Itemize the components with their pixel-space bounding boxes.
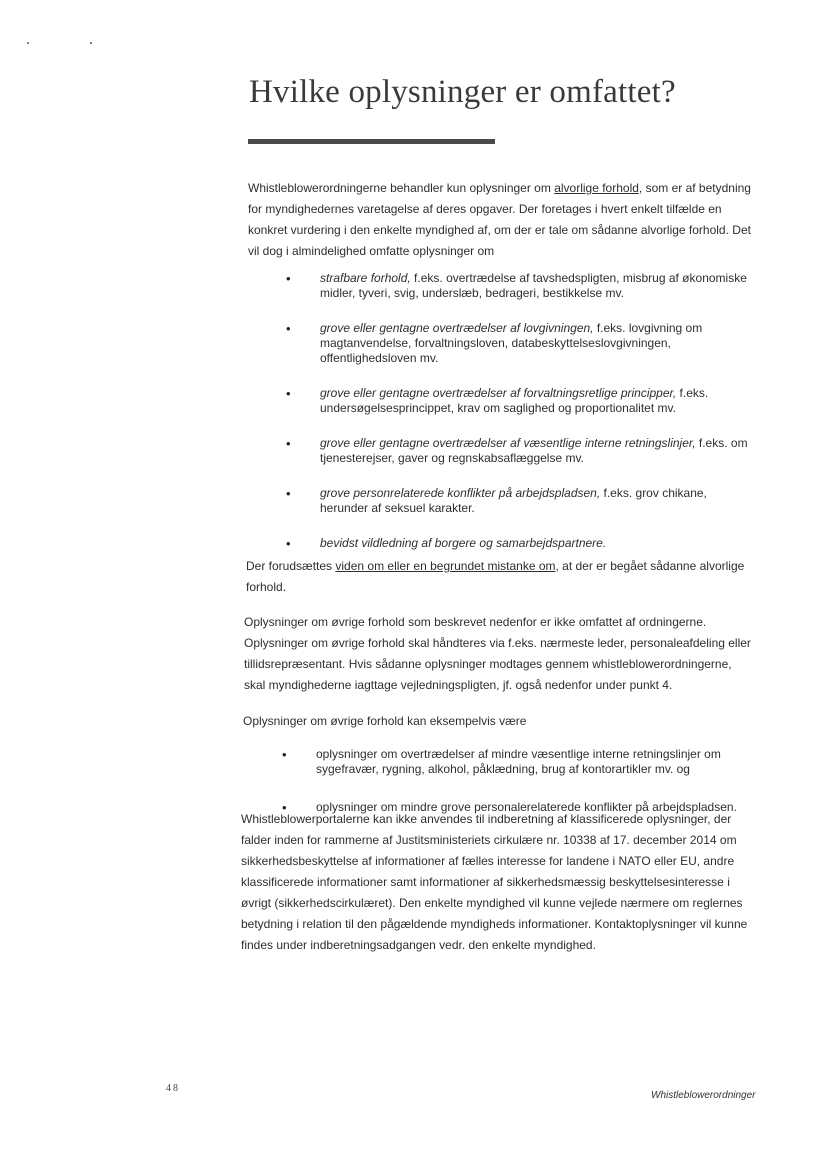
list-item (286, 321, 758, 366)
premise-paragraph (246, 556, 756, 598)
bullet-icon: • (282, 800, 287, 815)
page-title: Hvilke oplysninger er omfattet? (249, 74, 676, 110)
classified-paragraph: Whistleblowerportalerne kan ikke anvendes til indberetning af klassificerede oplysninger, der falder inden for rammerne af Justitsministeriets cirkulære nr. 10338 af 17. december 2014 om sikkerhedsbeskyttelse af informationer af fælles interesse for landene i NATO eller EU, andre klassificerede informationer samt informationer af sikkerhedsmæssig beskyttelsesinteresse i øvrigt (sikkerhedscirkulæret). Den enkelte myndighed vil kunne vejlede nærmere om reglernes betydning i relation til den pågældende myndigheds informationer. Kontaktoplysninger vil kunne findes under indberetningsadgangen vedr. den enkelte myndighed. (241, 812, 748, 952)
list-item-text: oplysninger om overtrædelser af mindre væsentlige interne retningslinjer om sygefravær, rygning, alkohol, påklædning, brug af kontorartikler mv. og (316, 747, 721, 776)
title-underline-rule (248, 139, 495, 144)
list-item-body (286, 486, 758, 516)
list-item (286, 486, 758, 516)
bullet-icon: • (286, 271, 291, 286)
list-item (286, 271, 758, 301)
list-item (286, 436, 758, 466)
list-item-text: f.eks. overtrædelse af tavshedspligten, misbrug af økonomiske midler, tyveri, svig, underslæb, bedrageri, bestikkelse mv. (320, 271, 747, 300)
list-item-body (286, 271, 758, 301)
list-item (286, 386, 758, 416)
list-item-text: f.eks. grov chikane, herunder af seksuel karakter. (320, 486, 707, 515)
intro-paragraph (248, 178, 758, 262)
list-item-heading: bevidst vildledning af borgere og samarbejdspartnere. (320, 536, 607, 550)
intro-underlined-term: alvorlige forhold (554, 181, 639, 195)
list-item (286, 536, 758, 551)
intro-text-start: Whistleblowerordningerne behandler kun oplysninger om (248, 181, 555, 195)
bullet-icon: • (286, 486, 291, 501)
list-item-body (286, 536, 758, 551)
page-number: 48 (166, 1083, 180, 1094)
premise-text-start: Der forudsættes (246, 559, 336, 573)
bullet-icon: • (286, 436, 291, 451)
list-item-body (282, 747, 752, 777)
premise-underlined-term: viden om eller en begrundet mistanke om (335, 559, 556, 573)
examples-intro: Oplysninger om øvrige forhold kan eksempelvis være (243, 714, 527, 728)
list-item-heading: strafbare forhold, (320, 271, 411, 285)
bullet-icon: • (286, 536, 291, 551)
bullet-icon: • (282, 747, 287, 762)
list-item (282, 747, 752, 777)
other-matters-paragraph: Oplysninger om øvrige forhold som beskrevet nedenfor er ikke omfattet af ordningerne. Oplysninger om øvrige forhold skal håndteres via f.eks. nærmeste leder, personaleafdeling eller tillidsrepræsentant. Hvis sådanne oplysninger modtages gennem whistleblowerordningerne, skal myndighederne iagttage vejledningspligten, jf. også nedenfor under punkt 4. (244, 615, 751, 692)
list-item-body (286, 436, 758, 466)
serious-matters-list (286, 271, 758, 571)
bullet-icon: • (286, 321, 291, 336)
footer-document-title: Whistleblowerordninger (651, 1090, 756, 1101)
intro-text-end: , som er af betydning for myndighedernes varetagelse af deres opgaver. Der foretages i hvert enkelt tilfælde en konkret vurdering i den enkelte myndighed af, om der er tale om sådanne alvorlige forhold. Det vil dog i almindelighed omfatte oplysninger om (248, 181, 751, 258)
list-item-heading: grove eller gentagne overtrædelser af forvaltningsretlige principper, (320, 386, 677, 400)
list-item-body (286, 321, 758, 366)
list-item-heading: grove eller gentagne overtrædelser af væsentlige interne retningslinjer, (320, 436, 696, 450)
list-item-heading: grove personrelaterede konflikter på arbejdspladsen, (320, 486, 601, 500)
scan-speck (27, 42, 29, 44)
scan-speck (90, 42, 92, 44)
list-item-text: f.eks. undersøgelsesprincippet, krav om saglighed og proportionalitet mv. (320, 386, 709, 415)
list-item-text: f.eks. om tjenesterejser, gaver og regnskabsaflæggelse mv. (320, 436, 748, 465)
list-item-body (286, 386, 758, 416)
premise-text-end: , at der er begået sådanne alvorlige forhold. (246, 559, 745, 594)
bullet-icon: • (286, 386, 291, 401)
list-item-heading: grove eller gentagne overtrædelser af lovgivningen, (320, 321, 594, 335)
list-item-text: f.eks. lovgivning om magtanvendelse, forvaltningsloven, databeskyttelseslovgivningen, offentlighedsloven mv. (320, 321, 703, 365)
list-item-text: oplysninger om mindre grove personalerelaterede konflikter på arbejdspladsen. (316, 800, 737, 814)
